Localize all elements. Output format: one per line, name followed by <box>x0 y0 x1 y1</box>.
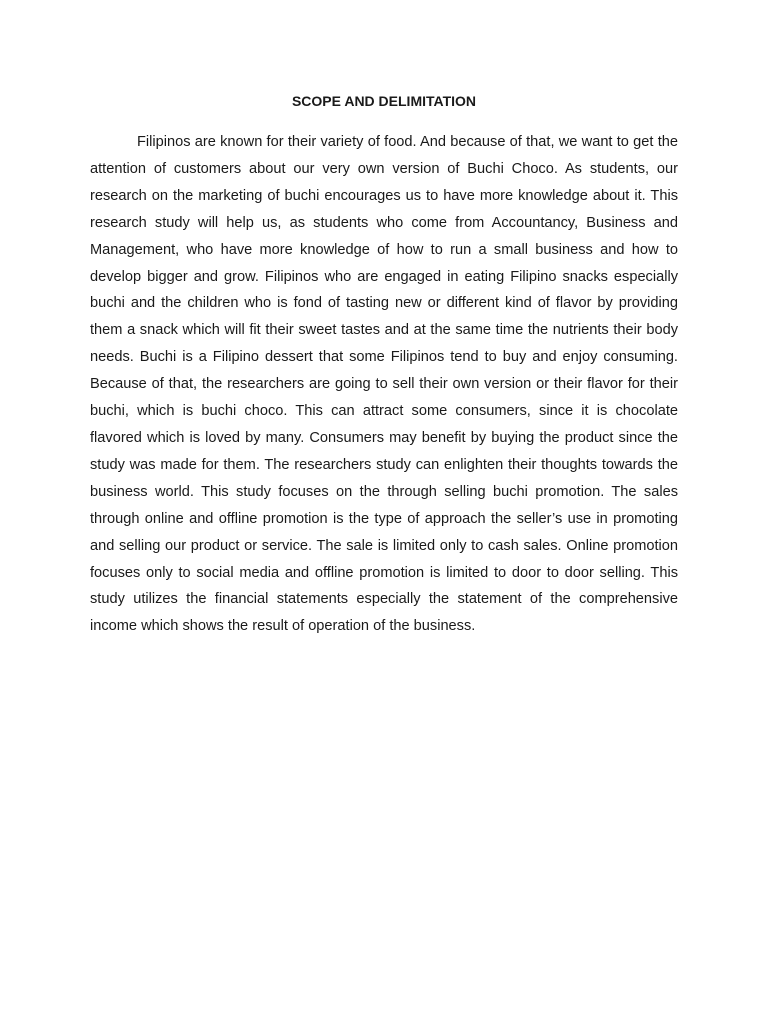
document-title: SCOPE AND DELIMITATION <box>291 93 477 109</box>
body-paragraph: Filipinos are known for their variety of food. And because of that, we want to get the attention of customers about our very own version of Buchi Choco. As students, our research on the marketing of buchi encourages us to have more knowledge about it. This research study will help us, as students who come from Accountancy, Business and Management, who have more knowledge of how to run a small business and how to develop bigger and grow. Filipinos who are engaged in eating Filipino snacks especially buchi and the children who is fond of tasting new or different kind of flavor by providing them a snack which will fit their sweet tastes and at the same time the nutrients their body needs. Buchi is a Filipino dessert that some Filipinos tend to buy and enjoy consuming. Because of that, the researchers are going to sell their own version or their flavor for their buchi, which is buchi choco. This can attract some consumers, since it is chocolate flavored which is loved by many. Consumers may benefit by buying the product since the study was made for them. The researchers study can enlighten their thoughts towards the business world. This study focuses on the through selling buchi promotion. The sales through online and offline promotion is the type of approach the seller’s use in promoting and selling our product or service. The sale is limited only to cash sales. Online promotion focuses only to social media and offline promotion is limited to door to door selling. This study utilizes the financial statements especially the statement of the comprehensive income which shows the result of operation of the business. <box>90 134 678 635</box>
